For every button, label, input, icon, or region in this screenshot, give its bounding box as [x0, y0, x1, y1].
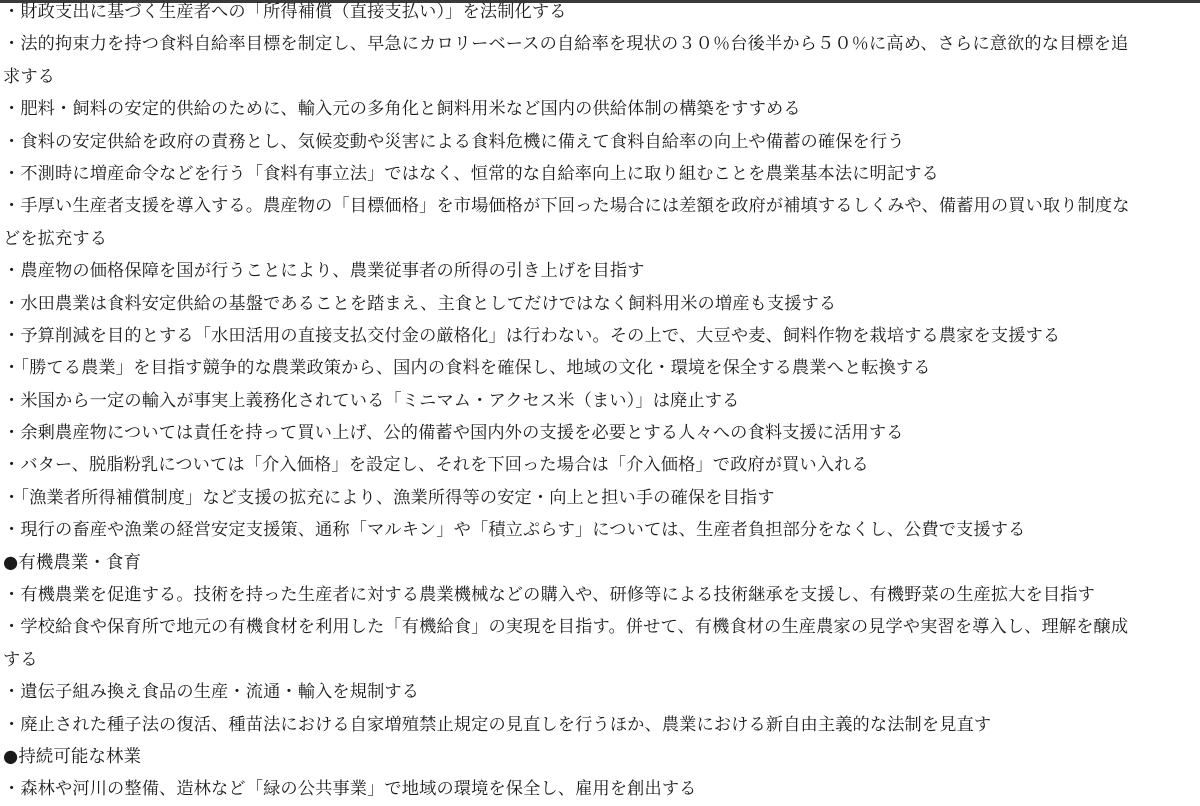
- policy-item: ・肥料・飼料の安定的供給のために、輸入元の多角化と飼料用米など国内の供給体制の構築をすすめる: [3, 99, 801, 120]
- policy-item: ・余剰農産物については責任を持って買い上げ、公的備蓄や国内外の支援を必要とする人々への食料支援に活用する: [3, 423, 904, 444]
- policy-item: ・農産物の価格保障を国が行うことにより、農業従事者の所得の引き上げを目指す: [3, 261, 645, 282]
- policy-item: ・森林や河川の整備、造林など「緑の公共事業」で地域の環境を保全し、雇用を創出する: [3, 779, 697, 800]
- policy-item: ・遺伝子組み換え食品の生産・流通・輸入を規制する: [3, 682, 420, 703]
- policy-item: ・法的拘束力を持つ食料自給率目標を制定し、早急にカロリーベースの自給率を現状の３０％台後半から５０％に高め、さらに意欲的な目標を追: [3, 34, 1129, 55]
- section-heading-organic-farming: ●有機農業・食育: [3, 552, 142, 573]
- policy-item-continuation: 求する: [3, 66, 56, 87]
- policy-item: ・予算削減を目的とする「水田活用の直接支払交付金の厳格化」は行わない。その上で、大豆や麦、飼料作物を栽培する農家を支援する: [3, 325, 1061, 346]
- policy-item: ・水田農業は食料安定供給の基盤であることを踏まえ、主食としてだけではなく飼料用米の増産も支援する: [3, 293, 837, 314]
- policy-item: ・有機農業を促進する。技術を持った生産者に対する農業機械などの購入や、研修等による技術継承を支援し、有機野菜の生産拡大を目指す: [3, 585, 1095, 606]
- policy-document: [3, 0, 1188, 806]
- policy-item: ・食料の安定供給を政府の責務とし、気候変動や災害による食料危機に備えて食料自給率の向上や備蓄の確保を行う: [3, 131, 905, 152]
- policy-item: ・手厚い生産者支援を導入する。農産物の「目標価格」を市場価格が下回った場合には差額を政府が補填するしくみや、備蓄用の買い取り制度な: [3, 196, 1130, 217]
- policy-item: ・バター、脱脂粉乳については「介入価格」を設定し、それを下回った場合は「介入価格」で政府が買い入れる: [3, 455, 869, 476]
- policy-item-continuation: どを拡充する: [3, 228, 108, 249]
- policy-item: ・財政支出に基づく生産者への「所得補償（直接支払い）」を法制化する: [3, 2, 567, 22]
- policy-item: ・不測時に増産命令などを行う「食料有事立法」ではなく、恒常的な自給率向上に取り組むことを農業基本法に明記する: [3, 163, 939, 184]
- section-heading-sustainable-forestry: ●持続可能な林業: [3, 746, 142, 767]
- policy-item: ・廃止された種子法の復活、種苗法における自家増殖禁止規定の見直しを行うほか、農業における新自由主義的な法制を見直す: [3, 714, 992, 735]
- policy-item: ・「勝てる農業」を目指す競争的な農業政策から、国内の食料を確保し、地域の文化・環境を保全する農業へと転換する: [3, 358, 931, 379]
- policy-item-continuation: する: [3, 649, 38, 670]
- policy-item: ・現行の畜産や漁業の経営安定支援策、通称「マルキン」や「積立ぷらす」については、生産者負担部分をなくし、公費で支援する: [3, 520, 1026, 541]
- policy-item: ・米国から一定の輸入が事実上義務化されている「ミニマム・アクセス米（まい）」は廃止する: [3, 390, 740, 411]
- policy-item: ・「漁業者所得補償制度」など支援の拡充により、漁業所得等の安定・向上と担い手の確保を目指す: [3, 487, 775, 508]
- policy-item: ・学校給食や保育所で地元の有機食材を利用した「有機給食」の実現を目指す。併せて、有機食材の生産農家の見学や実習を導入し、理解を醸成: [3, 617, 1129, 638]
